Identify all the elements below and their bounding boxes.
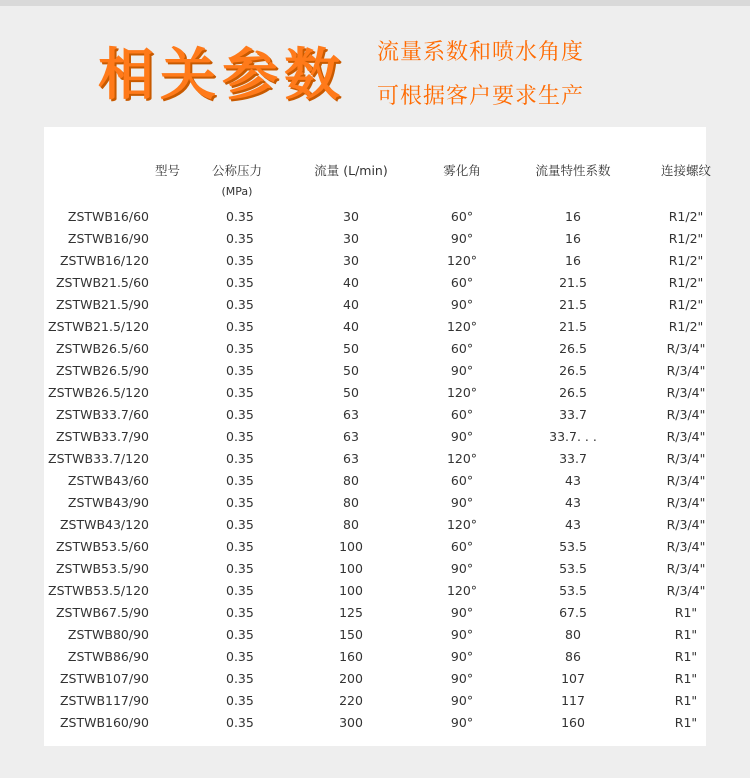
table-row	[44, 447, 724, 469]
cell-model: ZSTWB86/90	[67, 648, 149, 664]
cell-flow: 80	[343, 516, 359, 532]
cell-pressure: 0.35	[226, 670, 254, 686]
cell-pressure: 0.35	[226, 494, 254, 510]
cell-flow: 80	[343, 494, 359, 510]
cell-model: ZSTWB43/60	[67, 472, 149, 488]
cell-flow: 50	[343, 384, 359, 400]
cell-thread: R/3/4"	[666, 362, 706, 378]
cell-model: ZSTWB117/90	[59, 692, 149, 708]
cell-pressure: 0.35	[226, 208, 254, 224]
cell-pressure: 0.35	[226, 428, 254, 444]
cell-pressure: 0.35	[226, 560, 254, 576]
cell-angle: 60°	[450, 340, 474, 356]
cell-pressure: 0.35	[226, 582, 254, 598]
cell-angle: 90°	[450, 692, 474, 708]
cell-flow: 125	[339, 604, 363, 620]
cell-coefficient: 53.5	[559, 582, 587, 598]
cell-flow: 100	[339, 538, 363, 554]
cell-pressure: 0.35	[226, 626, 254, 642]
table-row	[44, 623, 724, 645]
cell-angle: 60°	[450, 208, 474, 224]
cell-angle: 60°	[450, 274, 474, 290]
cell-flow: 30	[343, 208, 359, 224]
table-row	[44, 513, 724, 535]
cell-model: ZSTWB53.5/120	[48, 582, 149, 598]
cell-model: ZSTWB43/120	[59, 516, 149, 532]
cell-flow: 40	[343, 296, 359, 312]
cell-thread: R1/2"	[668, 318, 704, 334]
table-row	[44, 469, 724, 491]
cell-thread: R1/2"	[668, 252, 704, 268]
cell-coefficient: 67.5	[559, 604, 587, 620]
cell-angle: 90°	[450, 494, 474, 510]
cell-thread: R/3/4"	[666, 428, 706, 444]
table-body	[44, 205, 724, 733]
table-header-row	[44, 157, 724, 205]
cell-flow: 150	[339, 626, 363, 642]
cell-thread: R1/2"	[668, 296, 704, 312]
cell-angle: 90°	[450, 670, 474, 686]
cell-thread: R/3/4"	[666, 560, 706, 576]
header-angle: 雾化角	[443, 163, 481, 178]
cell-angle: 120°	[446, 252, 478, 268]
cell-coefficient: 86	[565, 648, 581, 664]
cell-thread: R/3/4"	[666, 340, 706, 356]
table-row	[44, 425, 724, 447]
table-row	[44, 579, 724, 601]
cell-pressure: 0.35	[226, 648, 254, 664]
cell-angle: 120°	[446, 318, 478, 334]
cell-thread: R/3/4"	[666, 538, 706, 554]
cell-angle: 120°	[446, 450, 478, 466]
cell-flow: 40	[343, 318, 359, 334]
header-flow: 流量 (L/min)	[314, 163, 388, 178]
cell-coefficient: 43	[565, 494, 581, 510]
cell-pressure: 0.35	[226, 604, 254, 620]
cell-coefficient: 26.5	[559, 340, 587, 356]
cell-pressure: 0.35	[226, 296, 254, 312]
subtitle-line-2: 可根据客户要求生产	[377, 84, 585, 109]
cell-thread: R1"	[674, 670, 698, 686]
cell-pressure: 0.35	[226, 384, 254, 400]
cell-flow: 50	[343, 340, 359, 356]
cell-angle: 120°	[446, 384, 478, 400]
parameter-card	[44, 127, 711, 746]
cell-model: ZSTWB26.5/90	[55, 362, 149, 378]
cell-coefficient: 16	[565, 208, 581, 224]
cell-model: ZSTWB26.5/120	[48, 384, 149, 400]
table-row	[44, 205, 724, 227]
cell-flow: 40	[343, 274, 359, 290]
table-row	[44, 667, 724, 689]
cell-angle: 90°	[450, 560, 474, 576]
cell-thread: R/3/4"	[666, 450, 706, 466]
cell-model: ZSTWB160/90	[59, 714, 149, 730]
cell-thread: R/3/4"	[666, 406, 706, 422]
cell-thread: R1/2"	[668, 230, 704, 246]
cell-pressure: 0.35	[226, 274, 254, 290]
cell-model: ZSTWB21.5/60	[55, 274, 149, 290]
cell-pressure: 0.35	[226, 230, 254, 246]
cell-thread: R1/2"	[668, 274, 704, 290]
cell-angle: 60°	[450, 538, 474, 554]
cell-flow: 63	[343, 406, 359, 422]
cell-angle: 90°	[450, 714, 474, 730]
cell-coefficient: 80	[565, 626, 581, 642]
cell-flow: 300	[339, 714, 363, 730]
header-thread: 连接螺纹	[660, 163, 711, 178]
cell-thread: R/3/4"	[666, 516, 706, 532]
table-row	[44, 491, 724, 513]
cell-coefficient: 53.5	[559, 560, 587, 576]
cell-coefficient: 43	[565, 472, 581, 488]
cell-thread: R/3/4"	[666, 472, 706, 488]
cell-thread: R/3/4"	[666, 582, 706, 598]
cell-pressure: 0.35	[226, 340, 254, 356]
cell-flow: 160	[339, 648, 363, 664]
cell-coefficient: 26.5	[559, 362, 587, 378]
cell-angle: 60°	[450, 472, 474, 488]
cell-model: ZSTWB67.5/90	[55, 604, 149, 620]
table-row	[44, 557, 724, 579]
cell-model: ZSTWB33.7/60	[55, 406, 149, 422]
cell-angle: 60°	[450, 406, 474, 422]
cell-coefficient: 33.7. . .	[549, 428, 597, 444]
cell-angle: 90°	[450, 362, 474, 378]
cell-pressure: 0.35	[226, 362, 254, 378]
cell-model: ZSTWB53.5/90	[55, 560, 149, 576]
cell-thread: R1"	[674, 626, 698, 642]
cell-pressure: 0.35	[226, 516, 254, 532]
table-row	[44, 711, 724, 733]
table-row	[44, 227, 724, 249]
cell-pressure: 0.35	[226, 472, 254, 488]
cell-coefficient: 21.5	[559, 296, 587, 312]
cell-angle: 120°	[446, 582, 478, 598]
cell-angle: 90°	[450, 648, 474, 664]
table-row	[44, 359, 724, 381]
header-model: 型号	[154, 163, 180, 178]
table-row	[44, 403, 724, 425]
parameter-table	[44, 157, 724, 733]
cell-model: ZSTWB16/90	[67, 230, 149, 246]
cell-coefficient: 43	[565, 516, 581, 532]
page-title: 相关参数	[98, 43, 346, 108]
table-row	[44, 249, 724, 271]
cell-angle: 90°	[450, 428, 474, 444]
cell-model: ZSTWB33.7/120	[48, 450, 149, 466]
cell-coefficient: 53.5	[559, 538, 587, 554]
cell-thread: R1"	[674, 714, 698, 730]
cell-pressure: 0.35	[226, 406, 254, 422]
cell-coefficient: 33.7	[559, 450, 587, 466]
cell-model: ZSTWB26.5/60	[55, 340, 149, 356]
cell-thread: R1"	[674, 692, 698, 708]
cell-flow: 30	[343, 230, 359, 246]
cell-angle: 90°	[450, 296, 474, 312]
cell-angle: 90°	[450, 230, 474, 246]
cell-coefficient: 26.5	[559, 384, 587, 400]
cell-pressure: 0.35	[226, 252, 254, 268]
cell-coefficient: 33.7	[559, 406, 587, 422]
cell-model: ZSTWB53.5/60	[55, 538, 149, 554]
table-row	[44, 601, 724, 623]
cell-model: ZSTWB33.7/90	[55, 428, 149, 444]
cell-pressure: 0.35	[226, 692, 254, 708]
cell-angle: 90°	[450, 626, 474, 642]
cell-angle: 120°	[446, 516, 478, 532]
cell-coefficient: 21.5	[559, 318, 587, 334]
table-row	[44, 535, 724, 557]
cell-coefficient: 21.5	[559, 274, 587, 290]
cell-angle: 90°	[450, 604, 474, 620]
cell-flow: 100	[339, 560, 363, 576]
cell-flow: 63	[343, 450, 359, 466]
table-row	[44, 293, 724, 315]
cell-model: ZSTWB16/60	[67, 208, 149, 224]
cell-model: ZSTWB21.5/90	[55, 296, 149, 312]
cell-pressure: 0.35	[226, 714, 254, 730]
cell-thread: R1"	[674, 604, 698, 620]
cell-thread: R/3/4"	[666, 494, 706, 510]
cell-coefficient: 16	[565, 230, 581, 246]
cell-flow: 220	[339, 692, 363, 708]
cell-thread: R/3/4"	[666, 384, 706, 400]
header-coefficient: 流量特性系数	[535, 163, 611, 178]
header-pressure-label: 公称压力	[211, 163, 262, 178]
table-row	[44, 315, 724, 337]
cell-model: ZSTWB16/120	[59, 252, 149, 268]
cell-flow: 80	[343, 472, 359, 488]
header-pressure-unit: (MPa)	[221, 185, 253, 198]
cell-coefficient: 16	[565, 252, 581, 268]
cell-model: ZSTWB43/90	[67, 494, 149, 510]
cell-model: ZSTWB107/90	[59, 670, 149, 686]
cell-flow: 50	[343, 362, 359, 378]
cell-model: ZSTWB80/90	[67, 626, 149, 642]
top-divider-bar	[0, 0, 750, 6]
cell-pressure: 0.35	[226, 450, 254, 466]
cell-model: ZSTWB21.5/120	[48, 318, 149, 334]
cell-thread: R1/2"	[668, 208, 704, 224]
header-pressure	[198, 157, 276, 205]
cell-flow: 30	[343, 252, 359, 268]
table-row	[44, 645, 724, 667]
table-row	[44, 689, 724, 711]
cell-pressure: 0.35	[226, 538, 254, 554]
cell-flow: 63	[343, 428, 359, 444]
cell-flow: 100	[339, 582, 363, 598]
cell-coefficient: 160	[561, 714, 585, 730]
table-row	[44, 271, 724, 293]
cell-coefficient: 107	[561, 670, 585, 686]
table-row	[44, 337, 724, 359]
subtitle-line-1: 流量系数和喷水角度	[377, 40, 585, 65]
cell-flow: 200	[339, 670, 363, 686]
cell-coefficient: 117	[561, 692, 585, 708]
cell-thread: R1"	[674, 648, 698, 664]
table-row	[44, 381, 724, 403]
cell-pressure: 0.35	[226, 318, 254, 334]
